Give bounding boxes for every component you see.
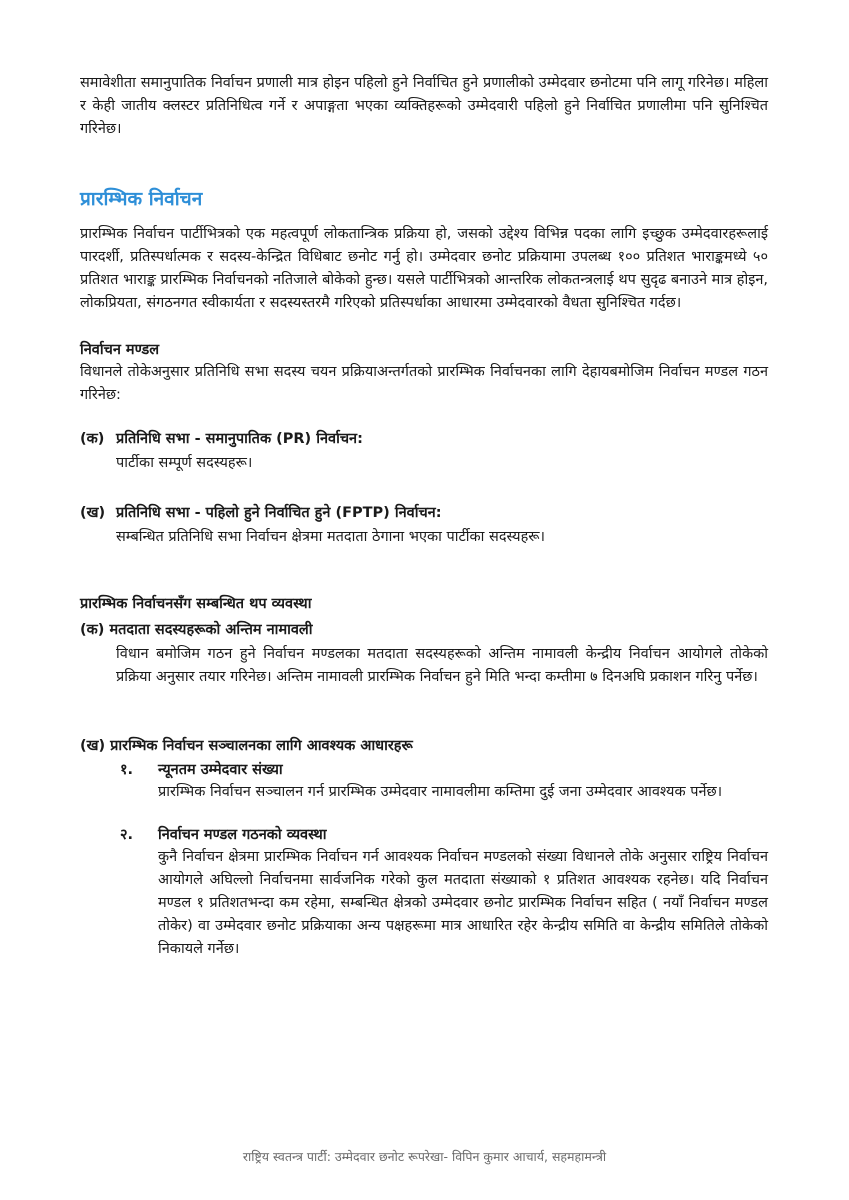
requirement-number: १.	[120, 762, 134, 778]
intro-paragraph: समावेशीता समानुपातिक निर्वाचन प्रणाली मात्र होइन पहिलो हुने निर्वाचित हुने प्रणालीको उम्मेदवार छनोटमा पनि लागू गरिनेछ। महिला र केही जातीय क्लस्टर प्रतिनिधित्व गर्ने र अपाङ्गता भएका व्यक्तिहरूको उम्मेदवारी पहिलो हुने निर्वाचित प्रणालीमा पनि सुनिश्चित गरिनेछ।	[80, 75, 768, 137]
electoral-college-item-pr	[80, 427, 768, 475]
electoral-college-heading: निर्वाचन मण्डल	[80, 342, 160, 358]
requirement-item-college-formation	[120, 824, 768, 961]
item-title: प्रतिनिधि सभा - पहिलो हुने निर्वाचित हुने (FPTP) निर्वाचन:	[116, 505, 442, 521]
item-body: सम्बन्धित प्रतिनिधि सभा निर्वाचन क्षेत्रमा मतदाता ठेगाना भएका पार्टीका सदस्यहरू।	[116, 529, 546, 545]
page-footer: राष्ट्रिय स्वतन्त्र पार्टी: उम्मेदवार छनोट रूपरेखा- विपिन कुमार आचार्य, सहमहामन्त्री	[242, 1149, 607, 1164]
primary-election-heading: प्रारम्भिक निर्वाचन	[80, 188, 203, 210]
requirement-title: न्यूनतम उम्मेदवार संख्या	[158, 762, 283, 778]
voter-list-paragraph: विधान बमोजिम गठन हुने निर्वाचन मण्डलका मतदाता सदस्यहरूको अन्तिम नामावली केन्द्रीय निर्वाचन आयोगले तोकेको प्रक्रिया अनुसार तयार गरिनेछ। अन्तिम नामावली प्रारम्भिक निर्वाचन हुने मिति भन्दा कम्तीमा ७ दिनअघि प्रकाशन गरिनु पर्नेछ।	[116, 646, 768, 685]
item-marker: (ख)	[80, 505, 106, 521]
requirement-number: २.	[120, 827, 134, 843]
item-title: प्रतिनिधि सभा - समानुपातिक (PR) निर्वाचन:	[116, 431, 363, 447]
additional-arrangements-heading: प्रारम्भिक निर्वाचनसँग सम्बन्धित थप व्यवस्था	[80, 596, 312, 612]
requirement-item-min-candidates	[120, 759, 768, 804]
electoral-college-paragraph: विधानले तोकेअनुसार प्रतिनिधि सभा सदस्य चयन प्रक्रियाअन्तर्गतको प्रारम्भिक निर्वाचनका लागि देहायबमोजिम निर्वाचन मण्डल गठन गरिनेछ:	[80, 364, 768, 403]
primary-election-paragraph: प्रारम्भिक निर्वाचन पार्टीभित्रको एक महत्वपूर्ण लोकतान्त्रिक प्रक्रिया हो, जसको उद्देश्य विभिन्न पदका लागि इच्छुक उम्मेदवारहरूलाई पारदर्शी, प्रतिस्पर्धात्मक र सदस्य-केन्द्रित विधिबाट छनोट गर्नु हो। उम्मेदवार छनोट प्रक्रियामा उपलब्ध १०० प्रतिशत भाराङ्कमध्ये ५० प्रतिशत भाराङ्क प्रारम्भिक निर्वाचनको नतिजाले बोकेको हुन्छ। यसले पार्टीभित्रको आन्तरिक लोकतन्त्रलाई थप सुदृढ बनाउने मात्र होइन, लोकप्रियता, संगठनगत स्वीकार्यता र सदस्यस्तरमै गरिएको प्रतिस्पर्धाका आधारमा उम्मेदवारको वैधता सुनिश्चित गर्दछ।	[80, 226, 768, 311]
requirement-title: निर्वाचन मण्डल गठनको व्यवस्था	[158, 827, 327, 843]
voter-list-heading: (क) मतदाता सदस्यहरूको अन्तिम नामावली	[80, 622, 313, 638]
electoral-college-item-fptp	[80, 501, 768, 549]
requirement-body: कुनै निर्वाचन क्षेत्रमा प्रारम्भिक निर्वाचन गर्न आवश्यक निर्वाचन मण्डलको संख्या विधानले तोके अनुसार राष्ट्रिय निर्वाचन आयोगले अघिल्लो निर्वाचनमा सार्वजनिक गरेको कुल मतदाता संख्याको १ प्रतिशत आवश्यक रहनेछ। यदि निर्वाचन मण्डल १ प्रतिशतभन्दा कम रहेमा, सम्बन्धित क्षेत्रको उम्मेदवार छनोट प्रारम्भिक निर्वाचन सहित ( नयाँ निर्वाचन मण्डल तोकेर) वा उम्मेदवार छनोट प्रक्रियाका अन्य पक्षहरूमा मात्र आधारित रहेर केन्द्रीय समिति वा केन्द्रीय समितिले तोकेको निकायले गर्नेछ।	[158, 849, 768, 957]
item-body: पार्टीका सम्पूर्ण सदस्यहरू।	[116, 455, 253, 471]
item-marker: (क)	[80, 431, 105, 447]
requirement-body: प्रारम्भिक निर्वाचन सञ्चालन गर्न प्रारम्भिक उम्मेदवार नामावलीमा कम्तिमा दुई जना उम्मेदवार आवश्यक पर्नेछ।	[158, 784, 723, 800]
requirements-heading: (ख) प्रारम्भिक निर्वाचन सञ्चालनका लागि आवश्यक आधारहरू	[80, 738, 413, 754]
document-page	[80, 72, 768, 981]
